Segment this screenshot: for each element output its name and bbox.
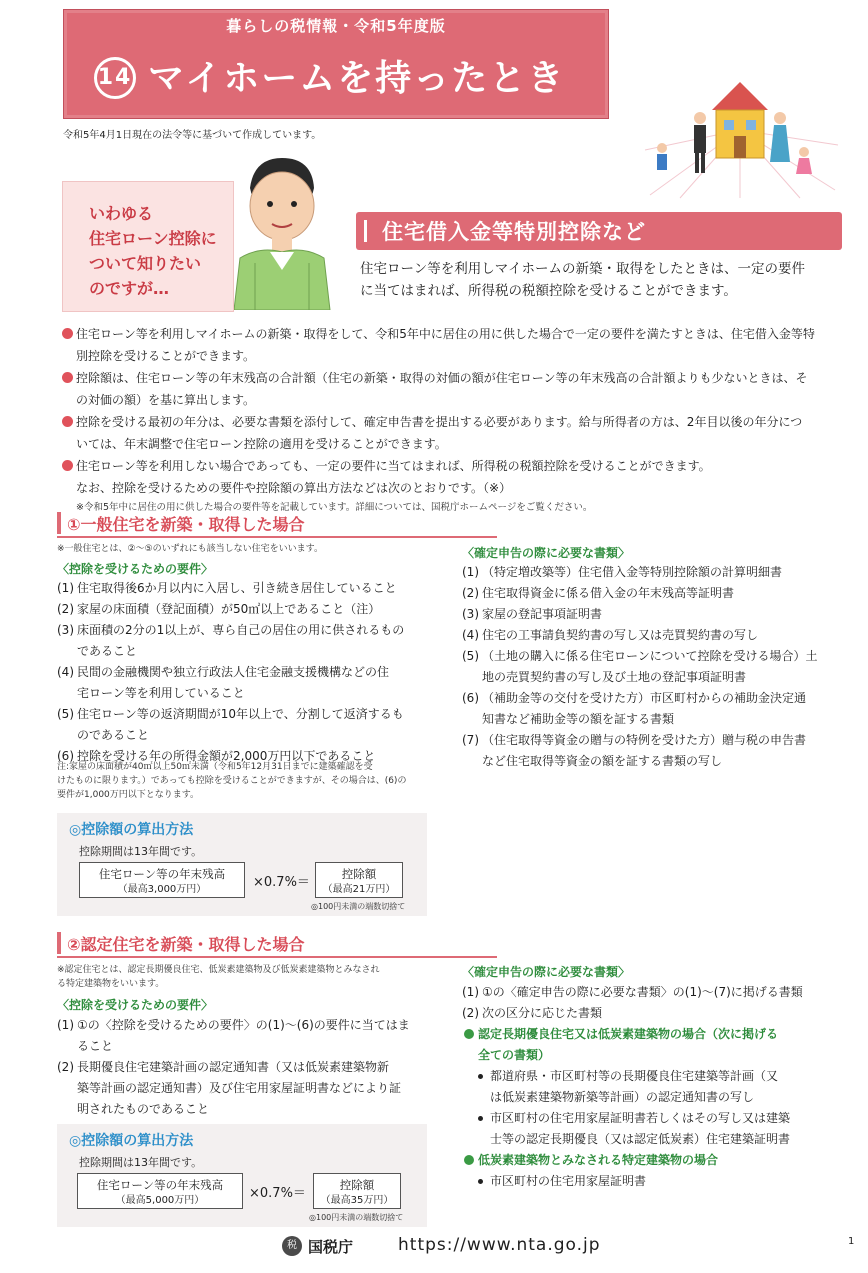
item-number: (6) [462, 691, 479, 705]
group-item-line: 士等の認定長期優良（又は認定低炭素）住宅建築証明書 [490, 1132, 791, 1146]
section1-req-note [57, 760, 462, 802]
item-number: (3) [462, 607, 479, 621]
document-item [462, 730, 852, 772]
calc-result-cap: （最高21万円） [322, 884, 396, 895]
bullet-line: 住宅ローン等を利用しない場合であっても、一定の要件に当てはまれば、所得税の税額控除を受けることができます。 [76, 459, 711, 473]
requirement-item [57, 578, 457, 599]
calc-balance-cap: （最高5,000万円） [115, 1195, 205, 1206]
bullet-line: 控除額は、住宅ローン等の年末残高の合計額（住宅の新築・取得の対価の額が住宅ローン等の年末残高の合計額よりも少ないときは、そ [76, 371, 808, 385]
document-item [462, 625, 852, 646]
bullet-dot-icon [478, 1179, 483, 1184]
item-number: (1) [57, 581, 74, 595]
calc-result-label: 控除額 [341, 867, 377, 881]
section2-calc-box [57, 1124, 427, 1227]
item-line: 地の売買契約書の写し及び土地の登記事項証明書 [482, 670, 747, 684]
bullet-notes [62, 323, 852, 517]
doc-group-title [462, 1024, 852, 1066]
item-number: (2) [462, 1006, 479, 1020]
calc-result-box [313, 1173, 401, 1209]
bullet-dot-icon [478, 1074, 483, 1079]
section2-note [57, 963, 457, 991]
section1-docs [462, 562, 852, 772]
item-number: (2) [57, 602, 74, 616]
item-line: 知書など補助金等の額を証する書類 [482, 712, 675, 726]
calc-balance-cap: （最高3,000万円） [117, 884, 207, 895]
item-line: 次の区分に応じた書類 [482, 1006, 603, 1020]
group-item-line: 都道府県・市区町村等の長期優良住宅建築等計画（又 [490, 1069, 779, 1083]
calc-rate: ×0.7%＝ [249, 1186, 306, 1201]
bullet-dot-icon [62, 416, 73, 427]
title-number: 14 [94, 57, 136, 99]
requirement-item [57, 620, 457, 662]
calc-rate: ×0.7%＝ [253, 875, 310, 890]
section2-requirements [57, 1015, 457, 1120]
item-line: 住宅取得後6か月以内に入居し、引き続き居住していること [77, 581, 397, 595]
item-line: （補助金等の交付を受けた方）市区町村からの補助金決定通 [482, 691, 807, 705]
item-line: 住宅ローン等の返済期間が10年以上で、分割して返済するも [77, 707, 404, 721]
item-line: ①の〈控除を受けるための要件〉の(1)～(6)の要件に当てはま [77, 1018, 410, 1032]
item-line: 床面積の2分の1以上が、専ら自己の居住の用に供されるもの [77, 623, 405, 637]
doc-group-item [462, 1171, 852, 1192]
document-item [462, 688, 852, 730]
title-text: マイホームを持ったとき [148, 58, 566, 99]
bullet-line: いては、年末調整で住宅ローン控除の適用を受けることができます。 [76, 437, 447, 451]
item-line: であること [77, 644, 138, 658]
document-item [462, 982, 852, 1003]
section1-req-title: 〈控除を受けるための要件〉 [57, 562, 214, 576]
bullet-line: の対価の額）を基に算出します。 [76, 393, 256, 407]
bullet-dot-icon [478, 1116, 483, 1121]
bullet-dot-icon [62, 372, 73, 383]
item-number: (3) [57, 623, 74, 637]
calc-period: 控除期間は13年間です。 [79, 1156, 203, 1169]
header-subtitle: 暮らしの税情報・令和5年度版 [226, 17, 446, 35]
note-line: けたものに限ります。）であっても控除を受けることができますが、その場合は、(6)の [57, 776, 407, 786]
item-number: (1) [462, 985, 479, 999]
intro-line: 住宅ローン等を利用しマイホームの新築・取得をしたときは、一定の要件 [360, 261, 805, 277]
website-link[interactable]: https://www.nta.go.jp [398, 1235, 601, 1255]
group-item-line: 市区町村の住宅用家屋証明書 [490, 1174, 647, 1188]
calc-period: 控除期間は13年間です。 [79, 845, 203, 858]
calc-balance-label: 住宅ローン等の年末残高 [96, 1178, 224, 1192]
item-number: (4) [57, 665, 74, 679]
agency-name: 国税庁 [308, 1238, 354, 1256]
item-line: 家屋の登記事項証明書 [482, 607, 603, 621]
bullet-dot-icon [62, 328, 73, 339]
calc-title: ◎控除額の算出方法 [69, 1133, 194, 1149]
document-item [462, 1003, 852, 1024]
calc-result-label: 控除額 [339, 1178, 375, 1192]
calc-result-box [315, 862, 403, 898]
item-line: 民間の金融機関や独立行政法人住宅金融支援機構などの住 [77, 665, 390, 679]
requirement-item [57, 1015, 457, 1057]
question-line: 住宅ローン控除に [89, 229, 217, 248]
bullet-item [62, 411, 852, 455]
boy-illustration [220, 148, 340, 310]
item-line: 宅ローン等を利用していること [77, 686, 245, 700]
item-number: (6) [57, 749, 74, 763]
item-number: (7) [462, 733, 479, 747]
intro-line: に当てはまれば、所得税の税額控除を受けることができます。 [360, 283, 737, 299]
note-line: 注:家屋の床面積が40㎡以上50㎡未満（令和5年12月31日までに建築確認を受 [57, 762, 373, 772]
item-line: 明されたものであること [77, 1102, 210, 1116]
requirement-item [57, 1057, 457, 1120]
bullet-item [62, 455, 852, 477]
item-number: (1) [462, 565, 479, 579]
item-line: 住宅の工事請負契約書の写し又は売買契約書の写し [482, 628, 759, 642]
item-line: 控除を受ける年の所得金額が2,000万円以下であること [77, 749, 376, 763]
item-number: (2) [57, 1060, 74, 1074]
bullet-line: 住宅ローン等を利用しマイホームの新築・取得をして、令和5年中に居住の用に供した場合で一定の要件を満たすときは、住宅借入金等特 [76, 327, 815, 341]
calc-balance-box [79, 862, 245, 898]
note-line: 要件が1,000万円以下となります。 [57, 790, 200, 800]
item-line: （住宅取得等資金の贈与の特例を受けた方）贈与税の申告書 [482, 733, 807, 747]
item-number: (2) [462, 586, 479, 600]
item-number: (1) [57, 1018, 74, 1032]
bullet-item [62, 323, 852, 367]
section1-calc-box [57, 813, 427, 916]
item-number: (4) [462, 628, 479, 642]
requirement-item [57, 599, 457, 620]
bullet-line: 控除を受ける最初の年分は、必要な書類を添付して、確定申告書を提出する必要があります。給与所得者の方は、2年目以後の年分につ [76, 415, 803, 429]
requirement-item [57, 704, 457, 746]
section1-note: ※一般住宅とは、②～⑤のいずれにも該当しない住宅をいいます。 [57, 544, 323, 554]
page-title [94, 50, 565, 101]
item-number: (5) [462, 649, 479, 663]
calc-balance-label: 住宅ローン等の年末残高 [98, 867, 226, 881]
calc-result-cap: （最高35万円） [320, 1195, 394, 1206]
item-line: （土地の購入に係る住宅ローンについて控除を受ける場合）土 [482, 649, 818, 663]
doc-group-title [462, 1150, 852, 1171]
section1-title: ①一般住宅を新築・取得した場合 [67, 515, 305, 534]
document-item [462, 604, 852, 625]
item-line: ①の〈確定申告の際に必要な書類〉の(1)～(7)に掲げる書類 [482, 985, 803, 999]
item-line: 長期優良住宅建築計画の認定通知書（又は低炭素建築物新 [77, 1060, 390, 1074]
group-title-line: 認定長期優良住宅又は低炭素建築物の場合（次に掲げる [478, 1027, 779, 1041]
section2-header [57, 930, 497, 958]
requirement-item [57, 662, 457, 704]
document-item [462, 562, 852, 583]
item-number: (5) [57, 707, 74, 721]
item-line: 住宅取得資金に係る借入金の年末残高等証明書 [482, 586, 735, 600]
section2-req-title: 〈控除を受けるための要件〉 [57, 998, 214, 1012]
calc-footnote: ◎100円未満の端数切捨て [309, 1213, 404, 1222]
bullet-line: 別控除を受けることができます。 [76, 349, 256, 363]
doc-group-item [462, 1108, 852, 1150]
family-house-illustration [640, 70, 840, 200]
footer [282, 1236, 622, 1260]
doc-group-item [462, 1066, 852, 1108]
section2-docs [462, 982, 852, 1192]
section2-title: ②認定住宅を新築・取得した場合 [67, 935, 305, 954]
main-section-title: 住宅借入金等特別控除など [382, 220, 646, 244]
basis-note: 令和5年4月1日現在の法令等に基づいて作成しています。 [63, 130, 322, 141]
item-line: （特定増改築等）住宅借入金等特別控除額の計算明細書 [482, 565, 783, 579]
bullets-note: ※令和5年中に居住の用に供した場合の要件等を記載しています。詳細については、国税庁ホームページをご覧ください。 [76, 502, 593, 513]
question-line: ついて知りたい [89, 254, 202, 273]
green-dot-icon [464, 1155, 474, 1165]
bullets-tail: なお、控除を受けるための要件や控除額の算出方法などは次のとおりです。（※） [76, 481, 512, 495]
item-line: など住宅取得等資金の額を証する書類の写し [482, 754, 723, 768]
note-line: ※認定住宅とは、認定長期優良住宅、低炭素建築物及び低炭素建築物とみなされ [57, 965, 380, 975]
item-line: のであること [77, 728, 150, 742]
group-item-line: 市区町村の住宅用家屋証明書若しくはその写し又は建築 [490, 1111, 791, 1125]
section2-docs-title: 〈確定申告の際に必要な書類〉 [462, 965, 631, 979]
section1-header [57, 510, 497, 538]
question-line: のですが… [89, 279, 170, 298]
question-bubble [62, 181, 234, 312]
bullet-item [62, 367, 852, 411]
note-line: る特定建築物をいいます。 [57, 979, 165, 989]
document-item [462, 583, 852, 604]
calc-balance-box [77, 1173, 243, 1209]
question-line: いわゆる [89, 204, 154, 223]
item-line: 家屋の床面積（登記面積）が50㎡以上であること（注） [77, 602, 381, 616]
item-line: 築等計画の認定通知書）及び住宅用家屋証明書などにより証 [77, 1081, 402, 1095]
group-item-line: は低炭素建築物新築等計画）の認定通知書の写し [490, 1090, 755, 1104]
section1-requirements [57, 578, 457, 767]
header-banner [63, 9, 609, 119]
bullet-dot-icon [62, 460, 73, 471]
document-item [462, 646, 852, 688]
green-dot-icon [464, 1029, 474, 1039]
page-number: 1 [848, 1236, 855, 1247]
group-title-line: 全ての書類） [478, 1048, 551, 1062]
main-section-header [356, 212, 842, 250]
calc-footnote: ◎100円未満の端数切捨て [311, 902, 406, 911]
main-section-intro [360, 258, 850, 302]
group-title-line: 低炭素建築物とみなされる特定建築物の場合 [478, 1153, 719, 1167]
nta-logo-icon: 税 [282, 1236, 302, 1256]
calc-title: ◎控除額の算出方法 [69, 822, 194, 838]
section1-docs-title: 〈確定申告の際に必要な書類〉 [462, 546, 631, 560]
item-line: ること [77, 1039, 114, 1053]
